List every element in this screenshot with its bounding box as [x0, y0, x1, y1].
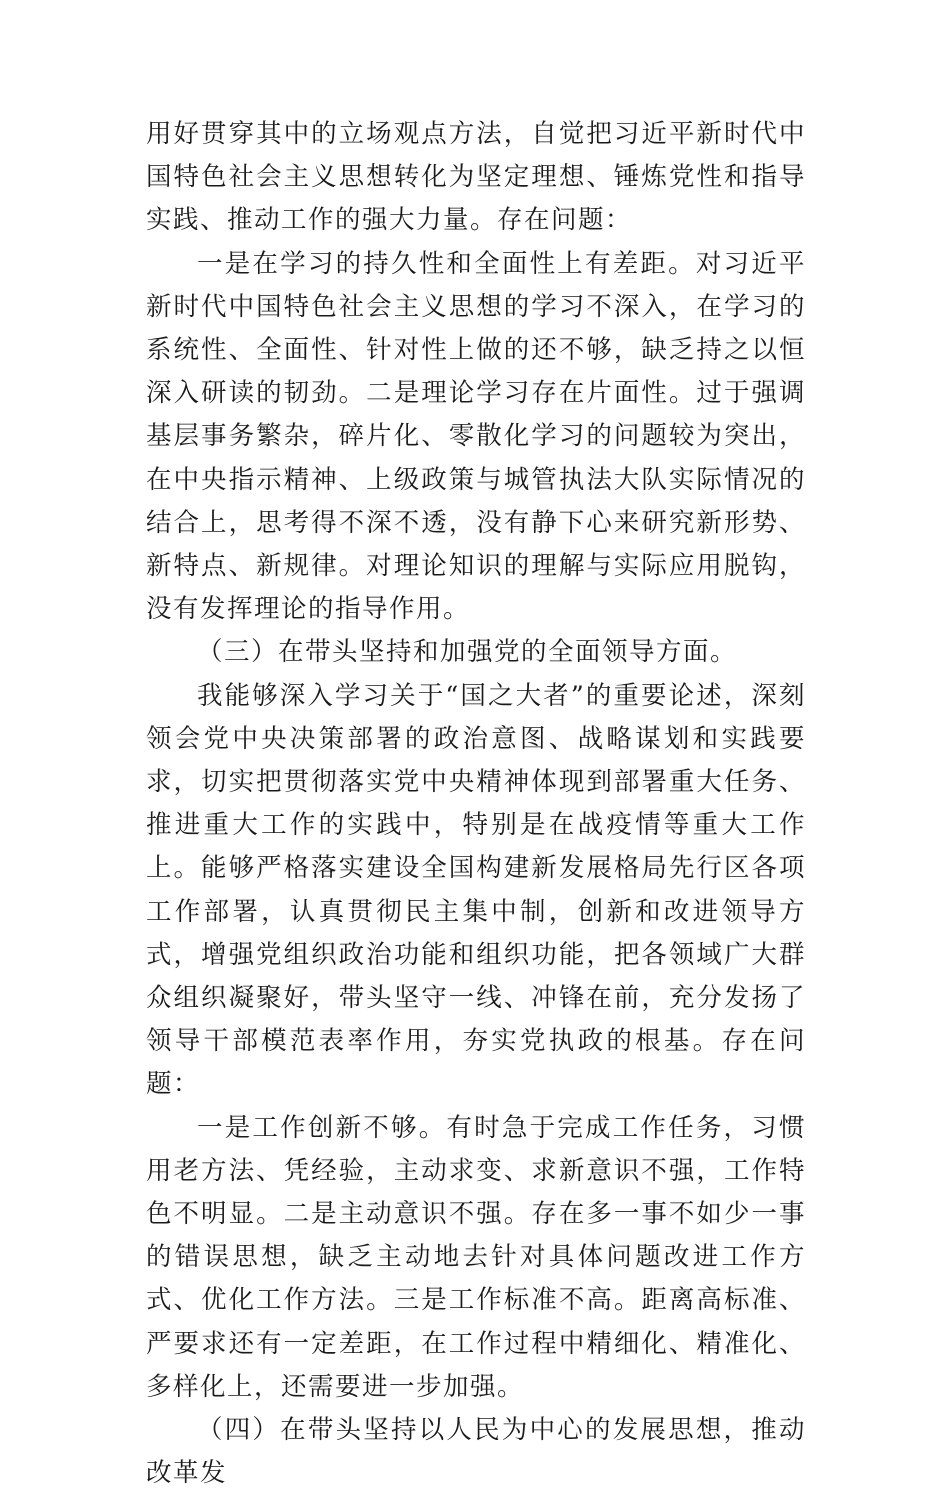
section-heading-3: （三）在带头坚持和加强党的全面领导方面。	[197, 637, 738, 668]
paragraph-learning-issues: 一是在学习的持久性和全面性上有差距。对习近平新时代中国特色社会主义思想的学习不深入，在学习的系统性、全面性、针对性上做的还不够，缺乏持之以恒深入研读的韧劲。二是理论学习存在片面性。过于强调基层事务繁杂，碎片化、零散化学习的问题较为突出，在中央指示精神、上级政策与城管执法大队实际情况的结合上，思考得不深不透，没有静下心来研究新形势、新特点、新规律。对理论知识的理解与实际应用脱钩，没有发挥理论的指导作用。	[146, 248, 806, 625]
paragraph-work-issues: 一是工作创新不够。有时急于完成工作任务，习惯用老方法、凭经验，主动求变、求新意识不强，工作特色不明显。二是主动意识不强。存在多一事不如少一事的错误思想，缺乏主动地去针对具体问题改进工作方式、优化工作方法。三是工作标准不高。距离高标准、严要求还有一定差距，在工作过程中精细化、精准化、多样化上，还需要进一步加强。	[146, 1112, 806, 1402]
paragraph-continuation: 用好贯穿其中的立场观点方法，自觉把习近平新时代中国特色社会主义思想转化为坚定理想、锤炼党性和指导实践、推动工作的强大力量。存在问题：	[146, 119, 806, 236]
document-body	[146, 113, 806, 1496]
paragraph-leadership: 我能够深入学习关于“国之大者”的重要论述，深刻领会党中央决策部署的政治意图、战略谋划和实践要求，切实把贯彻落实党中央精神体现到部署重大任务、推进重大工作的实践中，特别是在战疫情等重大工作上。能够严格落实建设全国构建新发展格局先行区各项工作部署，认真贯彻民主集中制，创新和改进领导方式，增强党组织政治功能和组织功能，把各领域广大群众组织凝聚好，带头坚守一线、冲锋在前，充分发扬了领导干部模范表率作用，夯实党执政的根基。存在问题：	[146, 680, 806, 1100]
section-heading-4: （四）在带头坚持以人民为中心的发展思想，推动改革发	[146, 1415, 806, 1489]
